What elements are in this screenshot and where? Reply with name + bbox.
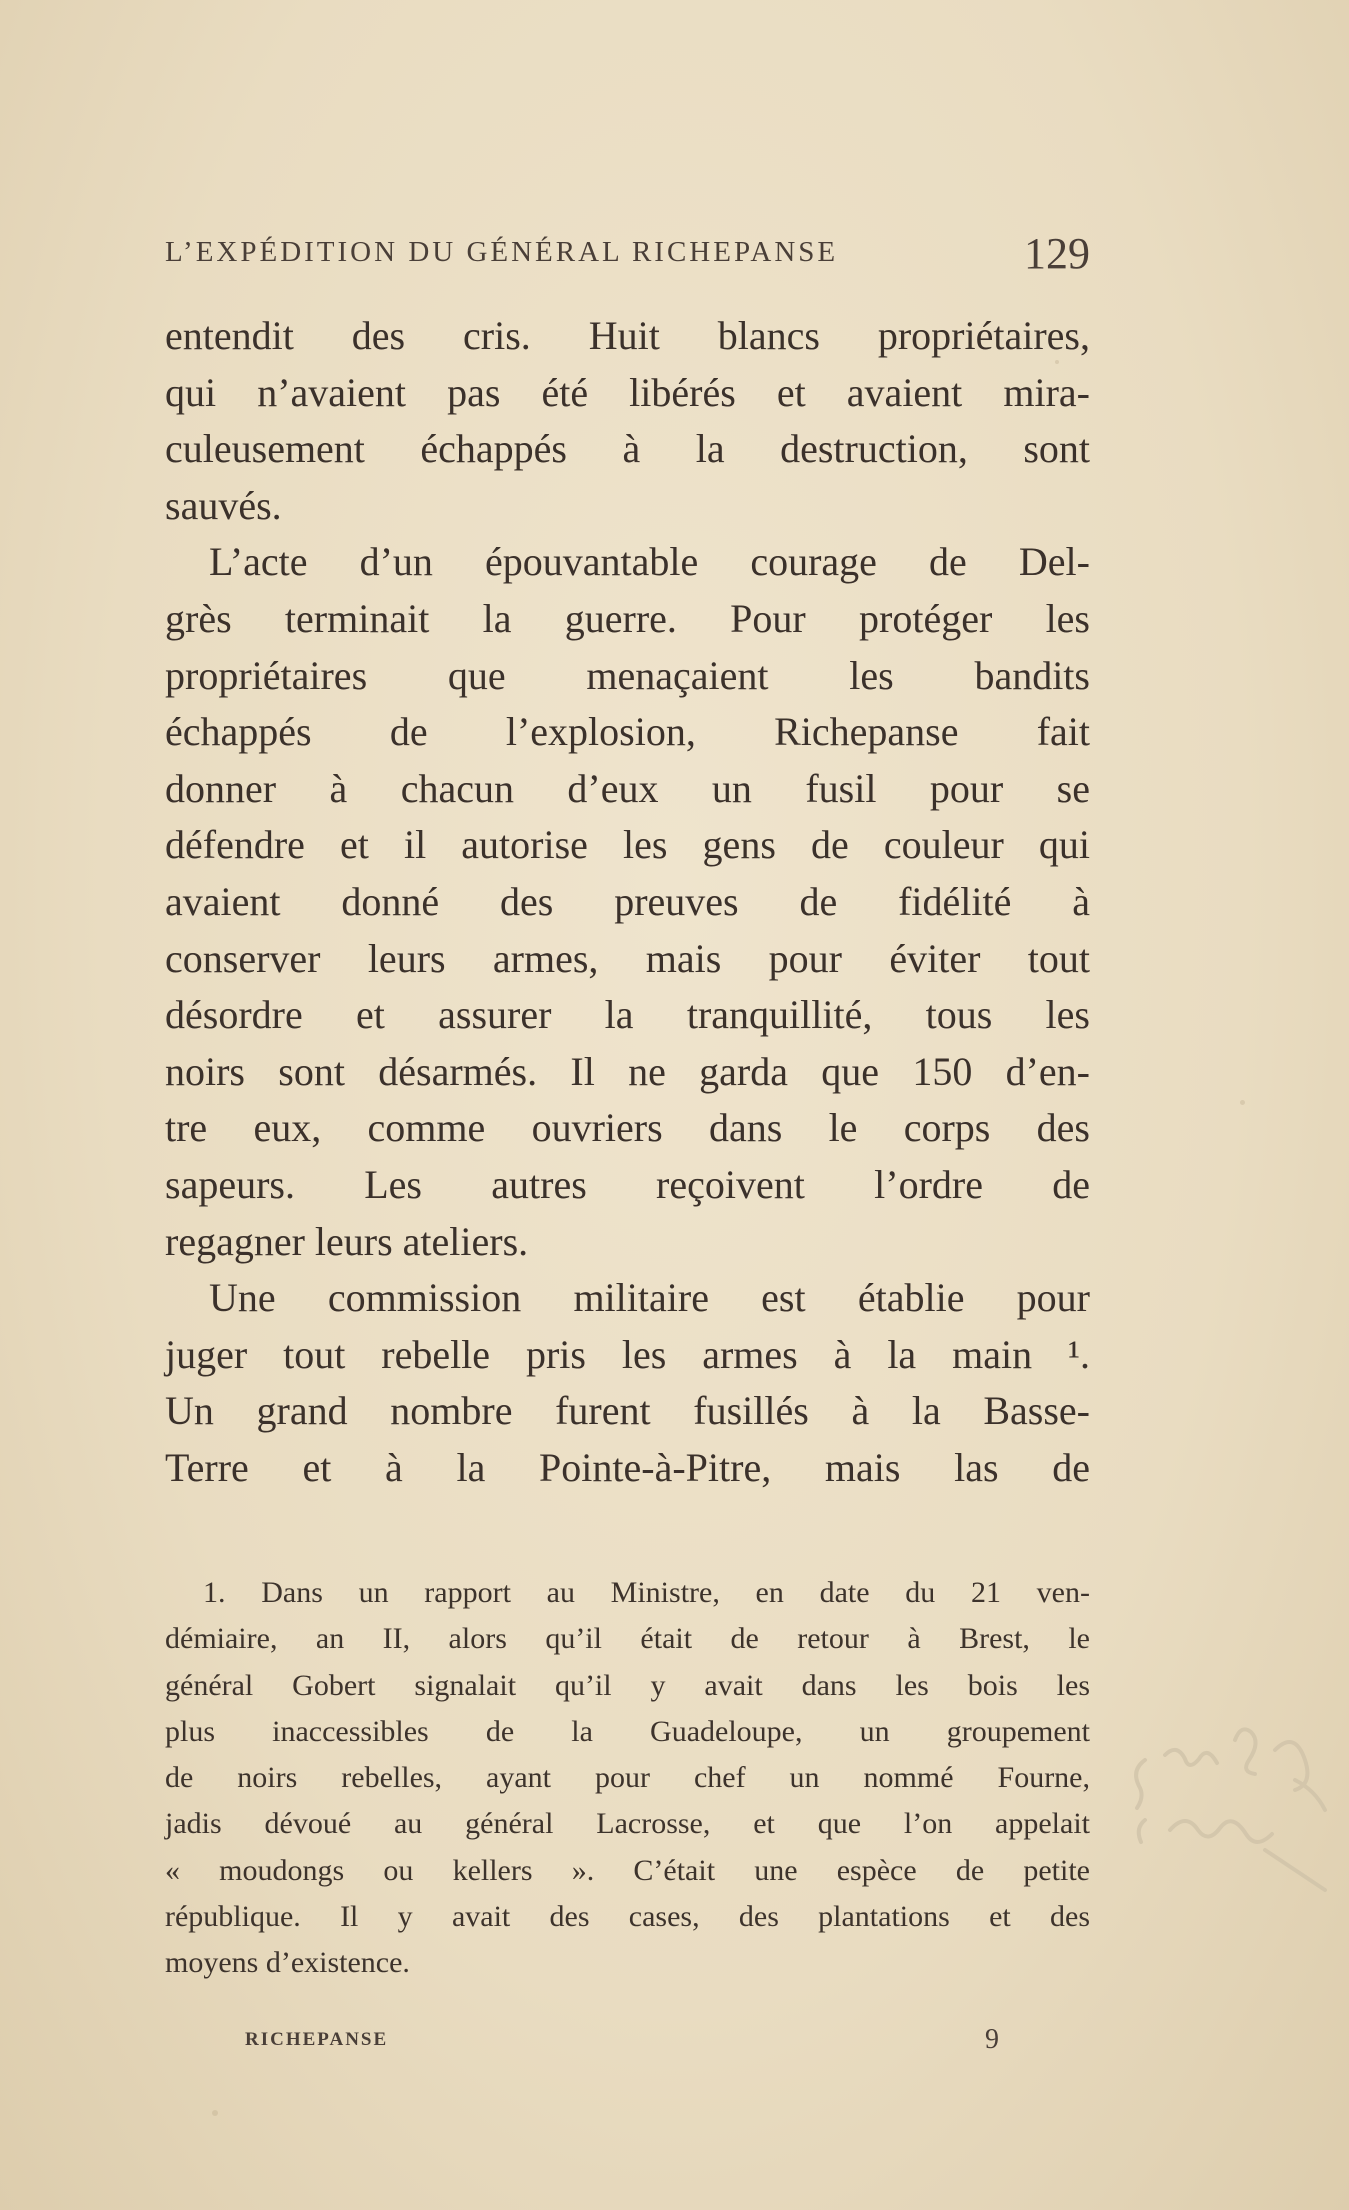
- footnote-line: 1. Dans un rapport au Ministre, en date du 21 ven-: [203, 1576, 1090, 1609]
- body-line: Un grand nombre furent fusillés à la Basse-: [165, 1388, 1090, 1434]
- paper-speck: [212, 2110, 218, 2116]
- body-line: L’acte d’un épouvantable courage de Del-: [209, 539, 1090, 585]
- body-line: Terre et à la Pointe-à-Pitre, mais las de: [165, 1444, 1090, 1490]
- paper-speck: [1055, 360, 1059, 364]
- body-line: sapeurs. Les autres reçoivent l’ordre de: [165, 1161, 1090, 1207]
- handwritten-margin-note: [1125, 1700, 1345, 1960]
- paper-speck: [1240, 1100, 1245, 1105]
- body-line: Une commission militaire est établie pour: [209, 1275, 1090, 1321]
- running-head: L’EXPÉDITION DU GÉNÉRAL RICHEPANSE: [165, 236, 839, 268]
- page-header: [165, 228, 1090, 278]
- body-line: propriétaires que menaçaient les bandits: [165, 652, 1090, 698]
- footnote-line: plus inaccessibles de la Guadeloupe, un groupement: [165, 1714, 1090, 1748]
- signature-number: 9: [985, 2024, 999, 2055]
- body-line: désordre et assurer la tranquillité, tous les: [165, 992, 1090, 1038]
- footnote-line: moyens d’existence.: [165, 1946, 410, 1980]
- body-line: donner à chacun d’eux un fusil pour se: [165, 765, 1090, 811]
- handwritten-scribble-icon: [1125, 1700, 1345, 1960]
- printer-signature: RICHEPANSE: [245, 2029, 389, 2050]
- footnote-line: de noirs rebelles, ayant pour chef un nommé Fourne,: [165, 1761, 1090, 1795]
- body-line: défendre et il autorise les gens de couleur qui: [165, 822, 1090, 868]
- footnote-line: république. Il y avait des cases, des plantations et des: [165, 1900, 1090, 1934]
- body-line: regagner leurs ateliers.: [165, 1218, 529, 1264]
- footnotes: [165, 1570, 1090, 1987]
- footnote-line: général Gobert signalait qu’il y avait dans les bois les: [165, 1668, 1090, 1702]
- body-line: culeusement échappés à la destruction, sont: [165, 426, 1090, 472]
- body-line: échappés de l’explosion, Richepanse fait: [165, 709, 1090, 755]
- body-line: tre eux, comme ouvriers dans le corps des: [165, 1105, 1090, 1151]
- body-line: sauvés.: [165, 482, 282, 528]
- page-number: 129: [1024, 229, 1090, 278]
- footnote-line: « moudongs ou kellers ». C’était une espèce de petite: [165, 1853, 1090, 1887]
- footnote-line: démiaire, an II, alors qu’il était de retour à Brest, le: [165, 1622, 1090, 1656]
- body-line: qui n’avaient pas été libérés et avaient mira-: [165, 369, 1090, 415]
- body-line: conserver leurs armes, mais pour éviter tout: [165, 935, 1090, 981]
- body-line: noirs sont désarmés. Il ne garda que 150 d’en-: [165, 1048, 1090, 1094]
- body-line: avaient donné des preuves de fidélité à: [165, 878, 1090, 924]
- footnote-line: jadis dévoué au général Lacrosse, et que l’on appelait: [165, 1807, 1090, 1841]
- body-text: [165, 308, 1090, 1496]
- body-line: grès terminait la guerre. Pour protéger les: [165, 595, 1090, 641]
- body-line: entendit des cris. Huit blancs propriétaires,: [165, 313, 1090, 358]
- body-line: juger tout rebelle pris les armes à la main ¹.: [165, 1331, 1090, 1377]
